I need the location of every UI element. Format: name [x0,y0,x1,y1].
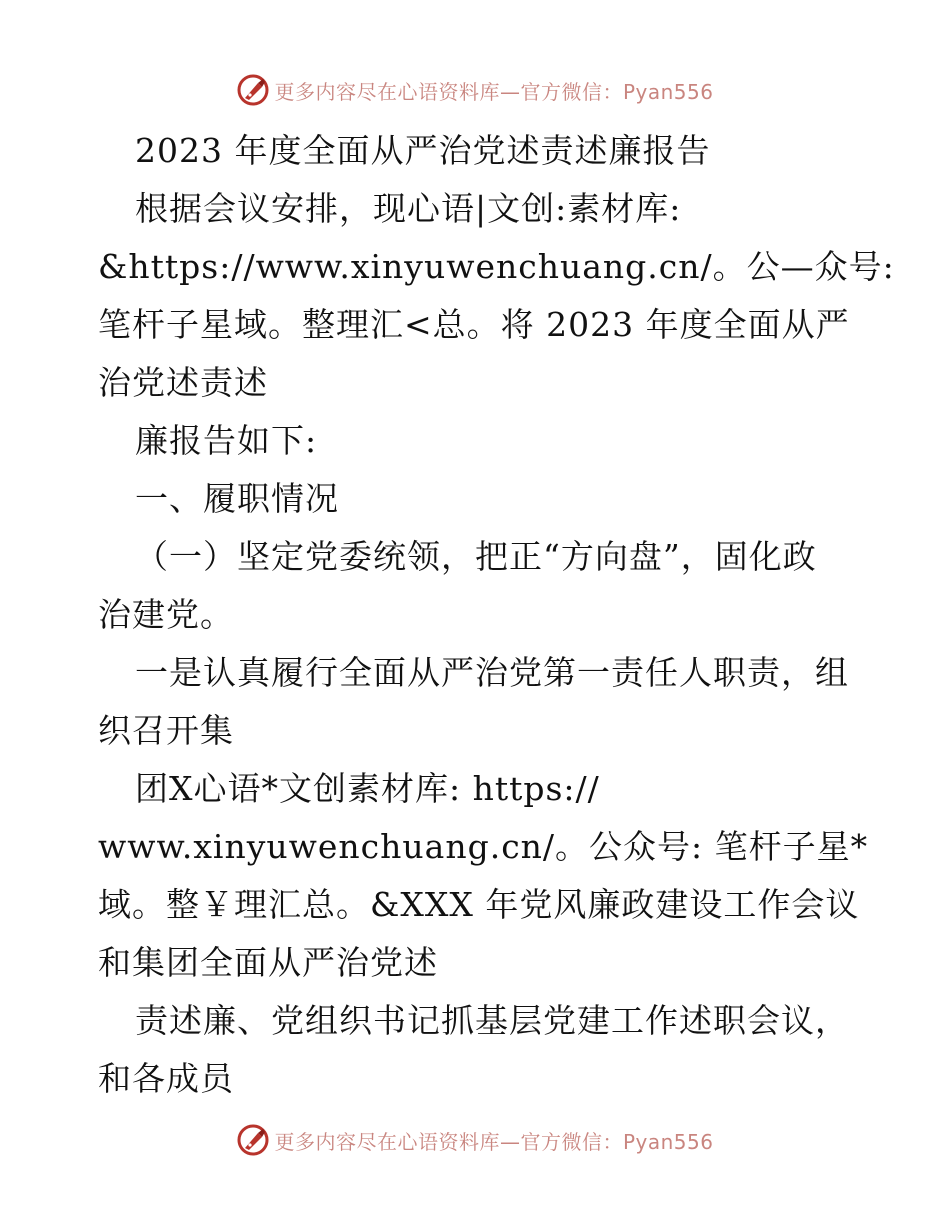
footer-watermark-banner [0,1120,950,1160]
document-line: 一是认真履行全面从严治党第一责任人职责，组 [135,653,849,692]
document-line: 廉报告如下: [135,421,318,460]
document-line: www.xinyuwenchuang.cn/。公众号: 笔杆子星* [98,827,869,866]
header-watermark-banner [0,70,950,110]
document-line: 治党述责述 [98,363,268,402]
document-body [98,122,895,1108]
document-line: 2023 年度全面从严治党述责述廉报告 [135,131,711,170]
banner-text: 更多内容尽在心语资料库—官方微信：Pyan556 [274,79,714,104]
document-line: 责述廉、党组织书记抓基层党建工作述职会议， [135,1001,849,1040]
document-line: 治建党。 [98,595,234,634]
document-line: 和集团全面从严治党述 [98,943,438,982]
document-line: 织召开集 [98,711,234,750]
document-line: 一、履职情况 [135,479,339,518]
pen-nib-logo-icon [236,1123,270,1157]
pen-nib-logo-icon [236,73,270,107]
document-line: 域。整￥理汇总。&XXX 年党风廉政建设工作会议 [98,885,860,924]
document-line: 笔杆子星域。整理汇<总。将 2023 年度全面从严 [98,305,850,344]
document-line: &https://www.xinyuwenchuang.cn/。公—众号: [98,247,895,286]
document-line: （一）坚定党委统领，把正“方向盘”，固化政 [135,537,817,576]
document-line: 团X心语*文创素材库: https:// [135,769,600,808]
document-line: 根据会议安排，现心语|文创:素材库: [135,189,682,228]
banner-text: 更多内容尽在心语资料库—官方微信：Pyan556 [274,1129,714,1154]
document-line: 和各成员 [98,1059,234,1098]
